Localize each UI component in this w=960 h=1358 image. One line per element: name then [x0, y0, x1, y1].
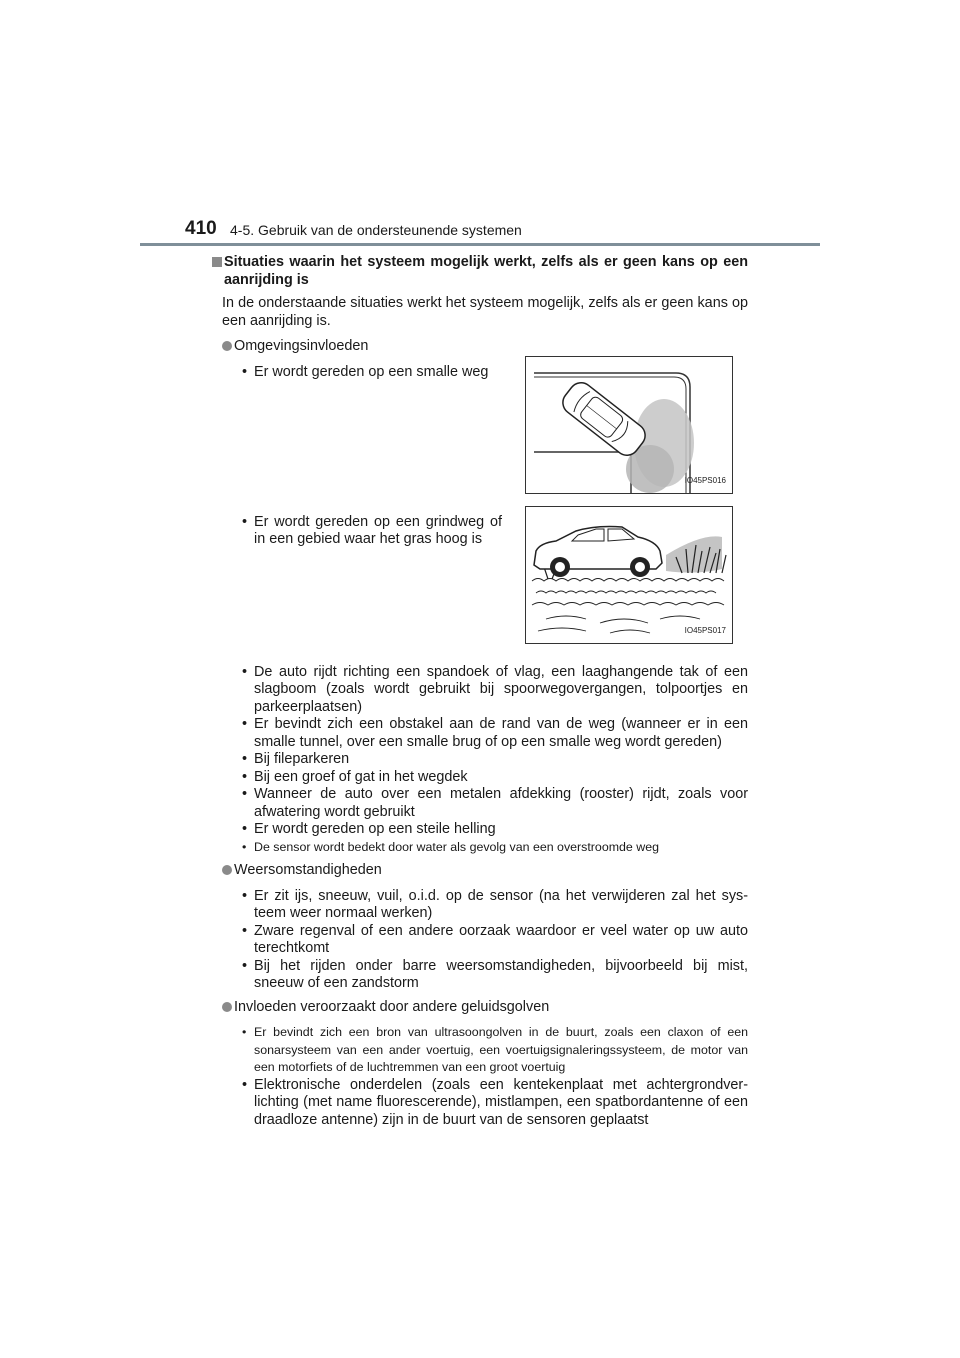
square-bullet-icon [212, 257, 222, 267]
environment-list [212, 664, 748, 857]
car-side-view [534, 526, 662, 577]
list-item: • Wanneer de auto over een metalen afdekking (rooster) rijdt, zoals voor afwatering wordt gebruikt [212, 786, 748, 821]
section-heading [212, 254, 748, 289]
car-top-view [558, 377, 650, 459]
figure-narrow-road [525, 356, 733, 494]
list-item: • Er bevindt zich een obstakel aan de rand van de weg (wanneer er in een smalle tunnel, over een smalle brug of op een smalle weg wordt gereden) [212, 716, 748, 751]
page-number: 410 [185, 218, 217, 239]
figure-code: IO45PS017 [684, 626, 726, 635]
soundwave-list [212, 1024, 748, 1129]
figure-gravel-road [525, 506, 733, 644]
heading-text: Situaties waarin het systeem mogelijk werkt, zelfs als er geen kans op een aanrijding is [224, 254, 748, 288]
circle-bullet-icon [222, 341, 232, 351]
weather-list [212, 888, 748, 993]
section-title: 4-5. Gebruik van de ondersteunende systemen [230, 222, 522, 238]
list-item: • Er wordt gereden op een smalle weg [212, 364, 502, 382]
intro-paragraph: In de onderstaande situaties werkt het systeem mogelijk, zelfs als er geen kans op een aanrijding is. [222, 295, 748, 329]
main-content [212, 254, 748, 1135]
list-item: • Er wordt gereden op een grindweg of in een gebied waar het gras hoog is [212, 514, 502, 549]
list-item: • De auto rijdt richting een spandoek of vlag, een laaghangende tak of een slagboom (zoals wordt gebruikt bij spoorwegovergangen, tolpoortjes en parkeerplaatsen) [212, 664, 748, 717]
category-title: Omgevingsinvloeden [212, 338, 748, 356]
figure-code: IO45PS016 [684, 476, 726, 485]
figure-row-gravel-road [212, 514, 748, 664]
list-item: • Er wordt gereden op een steile helling [212, 821, 748, 839]
list-item: • Bij een groef of gat in het wegdek [212, 769, 748, 787]
ultrasonic-wave-shape [666, 536, 722, 572]
circle-bullet-icon [222, 1002, 232, 1012]
circle-bullet-icon [222, 865, 232, 875]
list-item: • Elektronische onderdelen (zoals een kentekenplaat met achtergrondver-lichting (met name fluorescerende), mistlampen, een spatbordantenne of een draadloze antenne) zijn in de buurt van de sensoren geplaatst [212, 1077, 748, 1130]
list-item: • Zware regenval of een andere oorzaak waardoor er veel water op uw auto terechtkomt [212, 923, 748, 958]
list-item: • Bij het rijden onder barre weersomstandigheden, bijvoorbeeld bij mist, sneeuw of een zandstorm [212, 958, 748, 993]
list-item: • Bij fileparkeren [212, 751, 748, 769]
list-item: • De sensor wordt bedekt door water als gevolg van een overstroomde weg [212, 839, 748, 857]
list-item: • Er zit ijs, sneeuw, vuil, o.i.d. op de sensor (na het verwijderen zal het sys-teem weer normaal werken) [212, 888, 748, 923]
figure-row-narrow-road [212, 364, 748, 514]
list-item: • Er bevindt zich een bron van ultrasoongolven in de buurt, zoals een claxon of een sonarsysteem van een ander voertuig, een voertuigsignaleringssysteem, de motor van een motorfiets of de luchtremmen van een groot voertuig [212, 1024, 748, 1077]
category-title: Weersomstandigheden [212, 862, 748, 880]
header-rule [140, 243, 820, 246]
category-title: Invloeden veroorzaakt door andere geluidsgolven [212, 999, 748, 1017]
